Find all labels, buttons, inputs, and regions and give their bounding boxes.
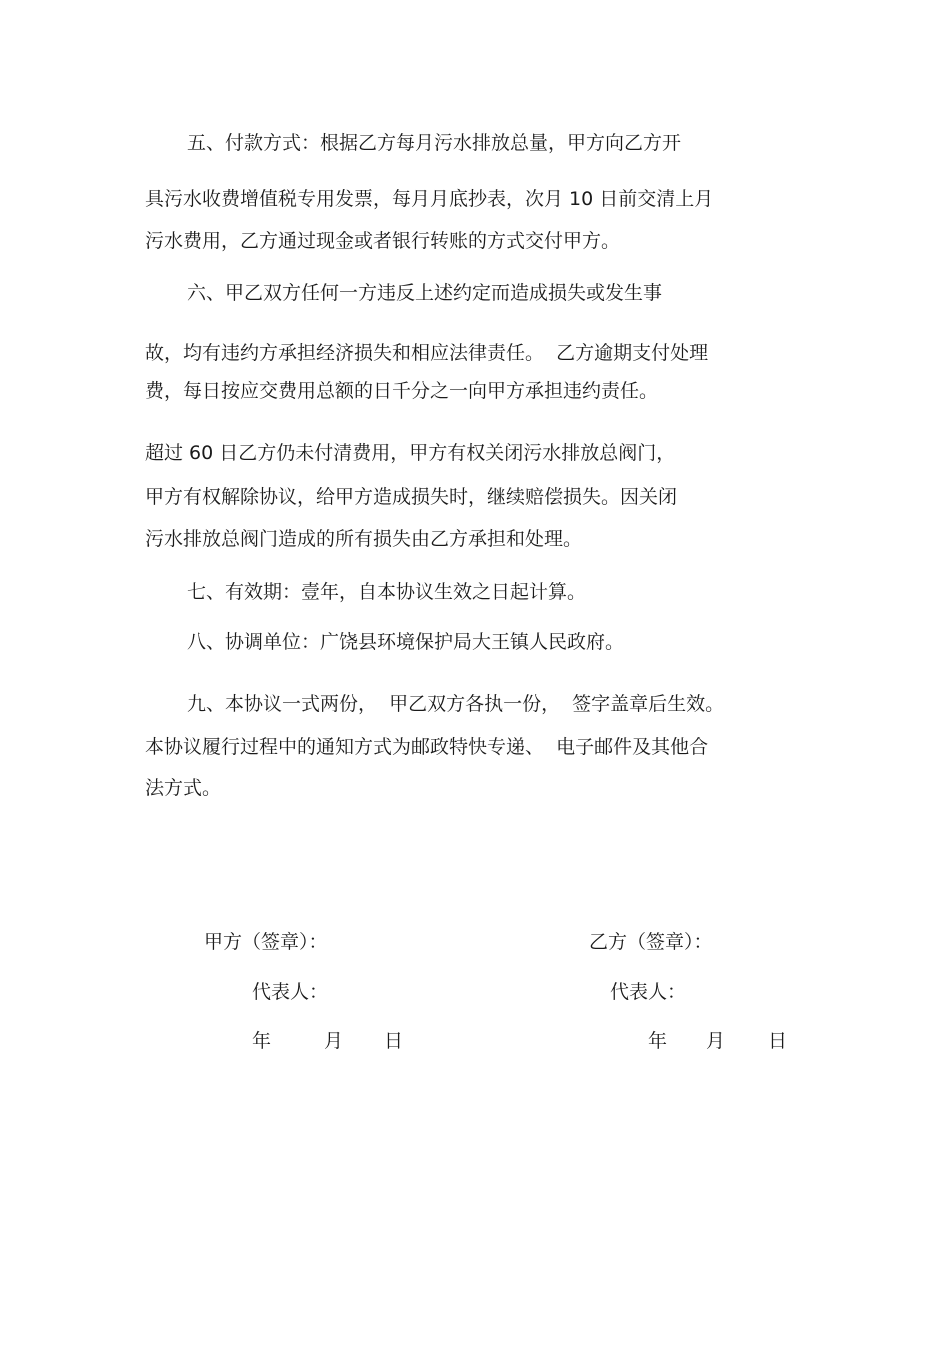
section-six-line-6: 污水排放总阀门造成的所有损失由乙方承担和处理。 bbox=[145, 528, 583, 550]
party-a-representative-label: 代表人： bbox=[252, 981, 329, 1003]
party-a-year-label: 年 bbox=[252, 1030, 272, 1052]
section-seven-line-1: 七、有效期：壹年，自本协议生效之日起计算。 bbox=[187, 581, 587, 603]
section-five-line-1: 五、付款方式：根据乙方每月污水排放总量，甲方向乙方开 bbox=[187, 132, 682, 154]
party-a-month-label: 月 bbox=[324, 1030, 344, 1052]
section-six-line-5: 甲方有权解除协议，给甲方造成损失时，继续赔偿损失。因关闭 bbox=[145, 486, 678, 508]
section-five-line-2: 具污水收费增值税专用发票，每月月底抄表，次月 10 日前交清上月 bbox=[145, 188, 714, 210]
section-nine-line-3: 法方式。 bbox=[145, 777, 222, 799]
section-nine-line-1: 九、本协议一式两份， 甲乙双方各执一份， 签字盖章后生效。 bbox=[187, 693, 725, 715]
party-b-month-label: 月 bbox=[706, 1030, 726, 1052]
party-b-year-label: 年 bbox=[648, 1030, 668, 1052]
party-b-day-label: 日 bbox=[768, 1030, 788, 1052]
section-six-line-3: 费，每日按应交费用总额的日千分之一向甲方承担违约责任。 bbox=[145, 380, 659, 402]
section-five-line-3: 污水费用，乙方通过现金或者银行转账的方式交付甲方。 bbox=[145, 230, 621, 252]
section-nine-line-2: 本协议履行过程中的通知方式为邮政特快专递、 电子邮件及其他合 bbox=[145, 736, 709, 758]
section-six-line-2: 故，均有违约方承担经济损失和相应法律责任。 乙方逾期支付处理 bbox=[145, 342, 709, 364]
section-six-line-1: 六、甲乙双方任何一方违反上述约定而造成损失或发生事 bbox=[187, 282, 663, 304]
section-six-line-4: 超过 60 日乙方仍未付清费用，甲方有权关闭污水排放总阀门， bbox=[145, 442, 676, 464]
party-a-day-label: 日 bbox=[384, 1030, 404, 1052]
party-b-representative-label: 代表人： bbox=[610, 981, 687, 1003]
party-b-signature-label: 乙方（签章）： bbox=[589, 931, 713, 953]
party-a-signature-label: 甲方（签章）： bbox=[204, 931, 328, 953]
section-eight-line-1: 八、协调单位：广饶县环境保护局大王镇人民政府。 bbox=[187, 631, 625, 653]
